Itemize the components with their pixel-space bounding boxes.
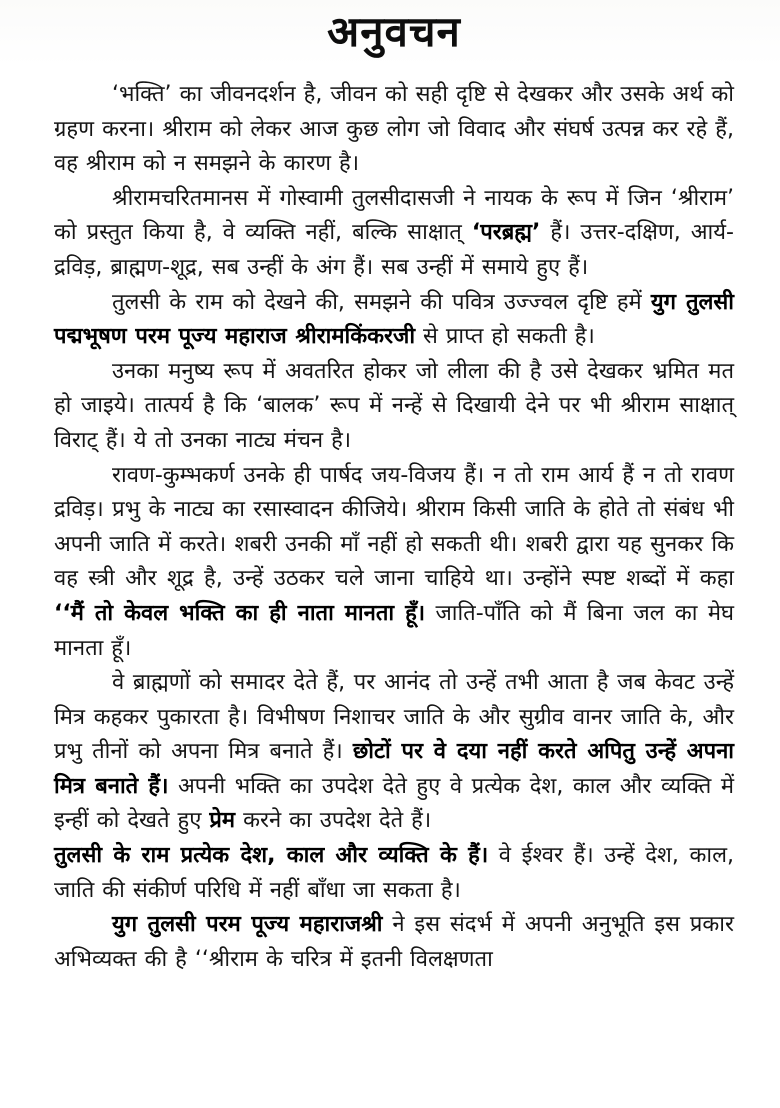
emphasized-text-run: ‘परब्रह्म’: [471, 220, 541, 246]
text-run: से प्राप्त हो सकती है।: [415, 324, 595, 350]
text-run: रावण-कुम्भकर्ण उनके ही पार्षद जय-विजय हैं। न तो राम आर्य हैं न तो रावण द्रविड़। प्रभु के नाट्य का रसास्वादन कीजिये। श्रीराम किसी जाति के होते तो संबंध भी अपनी जाति में करते। शबरी उनकी माँ नहीं हो सकती थी। शबरी द्वारा यह सुनकर कि वह स्त्री और शूद्र है, उन्हें उठकर चले जाना चाहिये था। उन्होंने स्पष्ट शब्दों में कहा: [54, 462, 734, 592]
emphasized-text-run: युग तुलसी पद्मभूषण परम पूज्य महाराज श्रीरामकिंकरजी: [54, 289, 734, 350]
paragraph-5: [54, 459, 734, 667]
emphasized-text-run: ‘‘मैं तो केवल भक्ति का ही नाता मानता हूँ।: [54, 600, 426, 626]
text-run: वे ईश्वर हैं। उन्हें देश, काल, जाति की संकीर्ण परिधि में नहीं बाँधा जा सकता है।: [54, 843, 734, 903]
page-title: अनुवचन: [327, 7, 461, 56]
emphasized-text-run: युग तुलसी परम पूज्य महाराजश्री: [112, 912, 383, 938]
text-run: श्रीरामचरितमानस में गोस्वामी तुलसीदासजी ने नायक के रूप में जिन ‘श्रीराम’ को प्रस्तुत किया है, वे व्यक्ति नहीं, बल्कि साक्षात्: [54, 185, 734, 246]
paragraph-4: [54, 355, 734, 459]
emphasized-text-run: तुलसी के राम प्रत्येक देश, काल और व्यक्ति के हैं।: [54, 843, 489, 869]
text-run: ‘भक्ति’ का जीवनदर्शन है, जीवन को सही दृष्टि से देखकर और उसके अर्थ को ग्रहण करना। श्रीराम को लेकर आज कुछ लोग जो विवाद और संघर्ष उत्पन्न कर रहे हैं, वह श्रीराम को न समझने के कारण है।: [54, 82, 734, 177]
text-run: तुलसी के राम को देखने की, समझने की पवित्र उज्ज्वल दृष्टि हमें: [112, 289, 651, 315]
emphasized-text-run: प्रेम: [209, 808, 236, 834]
text-run: जाति-पाँति को मैं बिना जल का मेघ मानता हूँ।: [54, 600, 734, 661]
paragraph-7: [54, 839, 734, 908]
page-body: [54, 78, 734, 977]
paragraph-3: [54, 286, 734, 355]
text-run: अपनी भक्ति का उपदेश देते हुए वे प्रत्येक देश, काल और व्यक्ति में इन्हीं को देखते हुए: [54, 773, 734, 834]
text-run: उनका मनुष्य रूप में अवतरित होकर जो लीला की है उसे देखकर भ्रमित मत हो जाइये। तात्पर्य है कि ‘बालक’ रूप में नन्हें से दिखायी देने पर भी श्रीराम साक्षात् विराट् हैं। ये तो उनका नाट्य मंचन है।: [54, 358, 734, 453]
paragraph-8: [54, 908, 734, 977]
text-run: वे ब्राह्मणों को समादर देते हैं, पर आनंद तो उन्हें तभी आता है जब केवट उन्हें मित्र कहकर पुकारता है। विभीषण निशाचर जाति के और सुग्रीव वानर जाति के, और प्रभु तीनों को अपना मित्र बनाते हैं।: [54, 670, 734, 765]
text-run: ने इस संदर्भ में अपनी अनुभूति इस प्रकार अभिव्यक्त की है ‘‘श्रीराम के चरित्र में इतनी विलक्षणता: [54, 912, 734, 972]
emphasized-text-run: छोटों पर वे दया नहीं करते अपितु उन्हें अपना मित्र बनाते हैं।: [54, 739, 735, 799]
paragraph-2: [54, 182, 734, 286]
text-run: हैं। उत्तर-दक्षिण, आर्य-द्रविड़, ब्राह्मण-शूद्र, सब उन्हीं के अंग हैं। सब उन्हीं में समाये हुए हैं।: [54, 220, 734, 280]
paragraph-6: [54, 666, 734, 839]
paragraph-1: [54, 78, 734, 182]
text-run: करने का उपदेश देते हैं।: [235, 808, 432, 834]
